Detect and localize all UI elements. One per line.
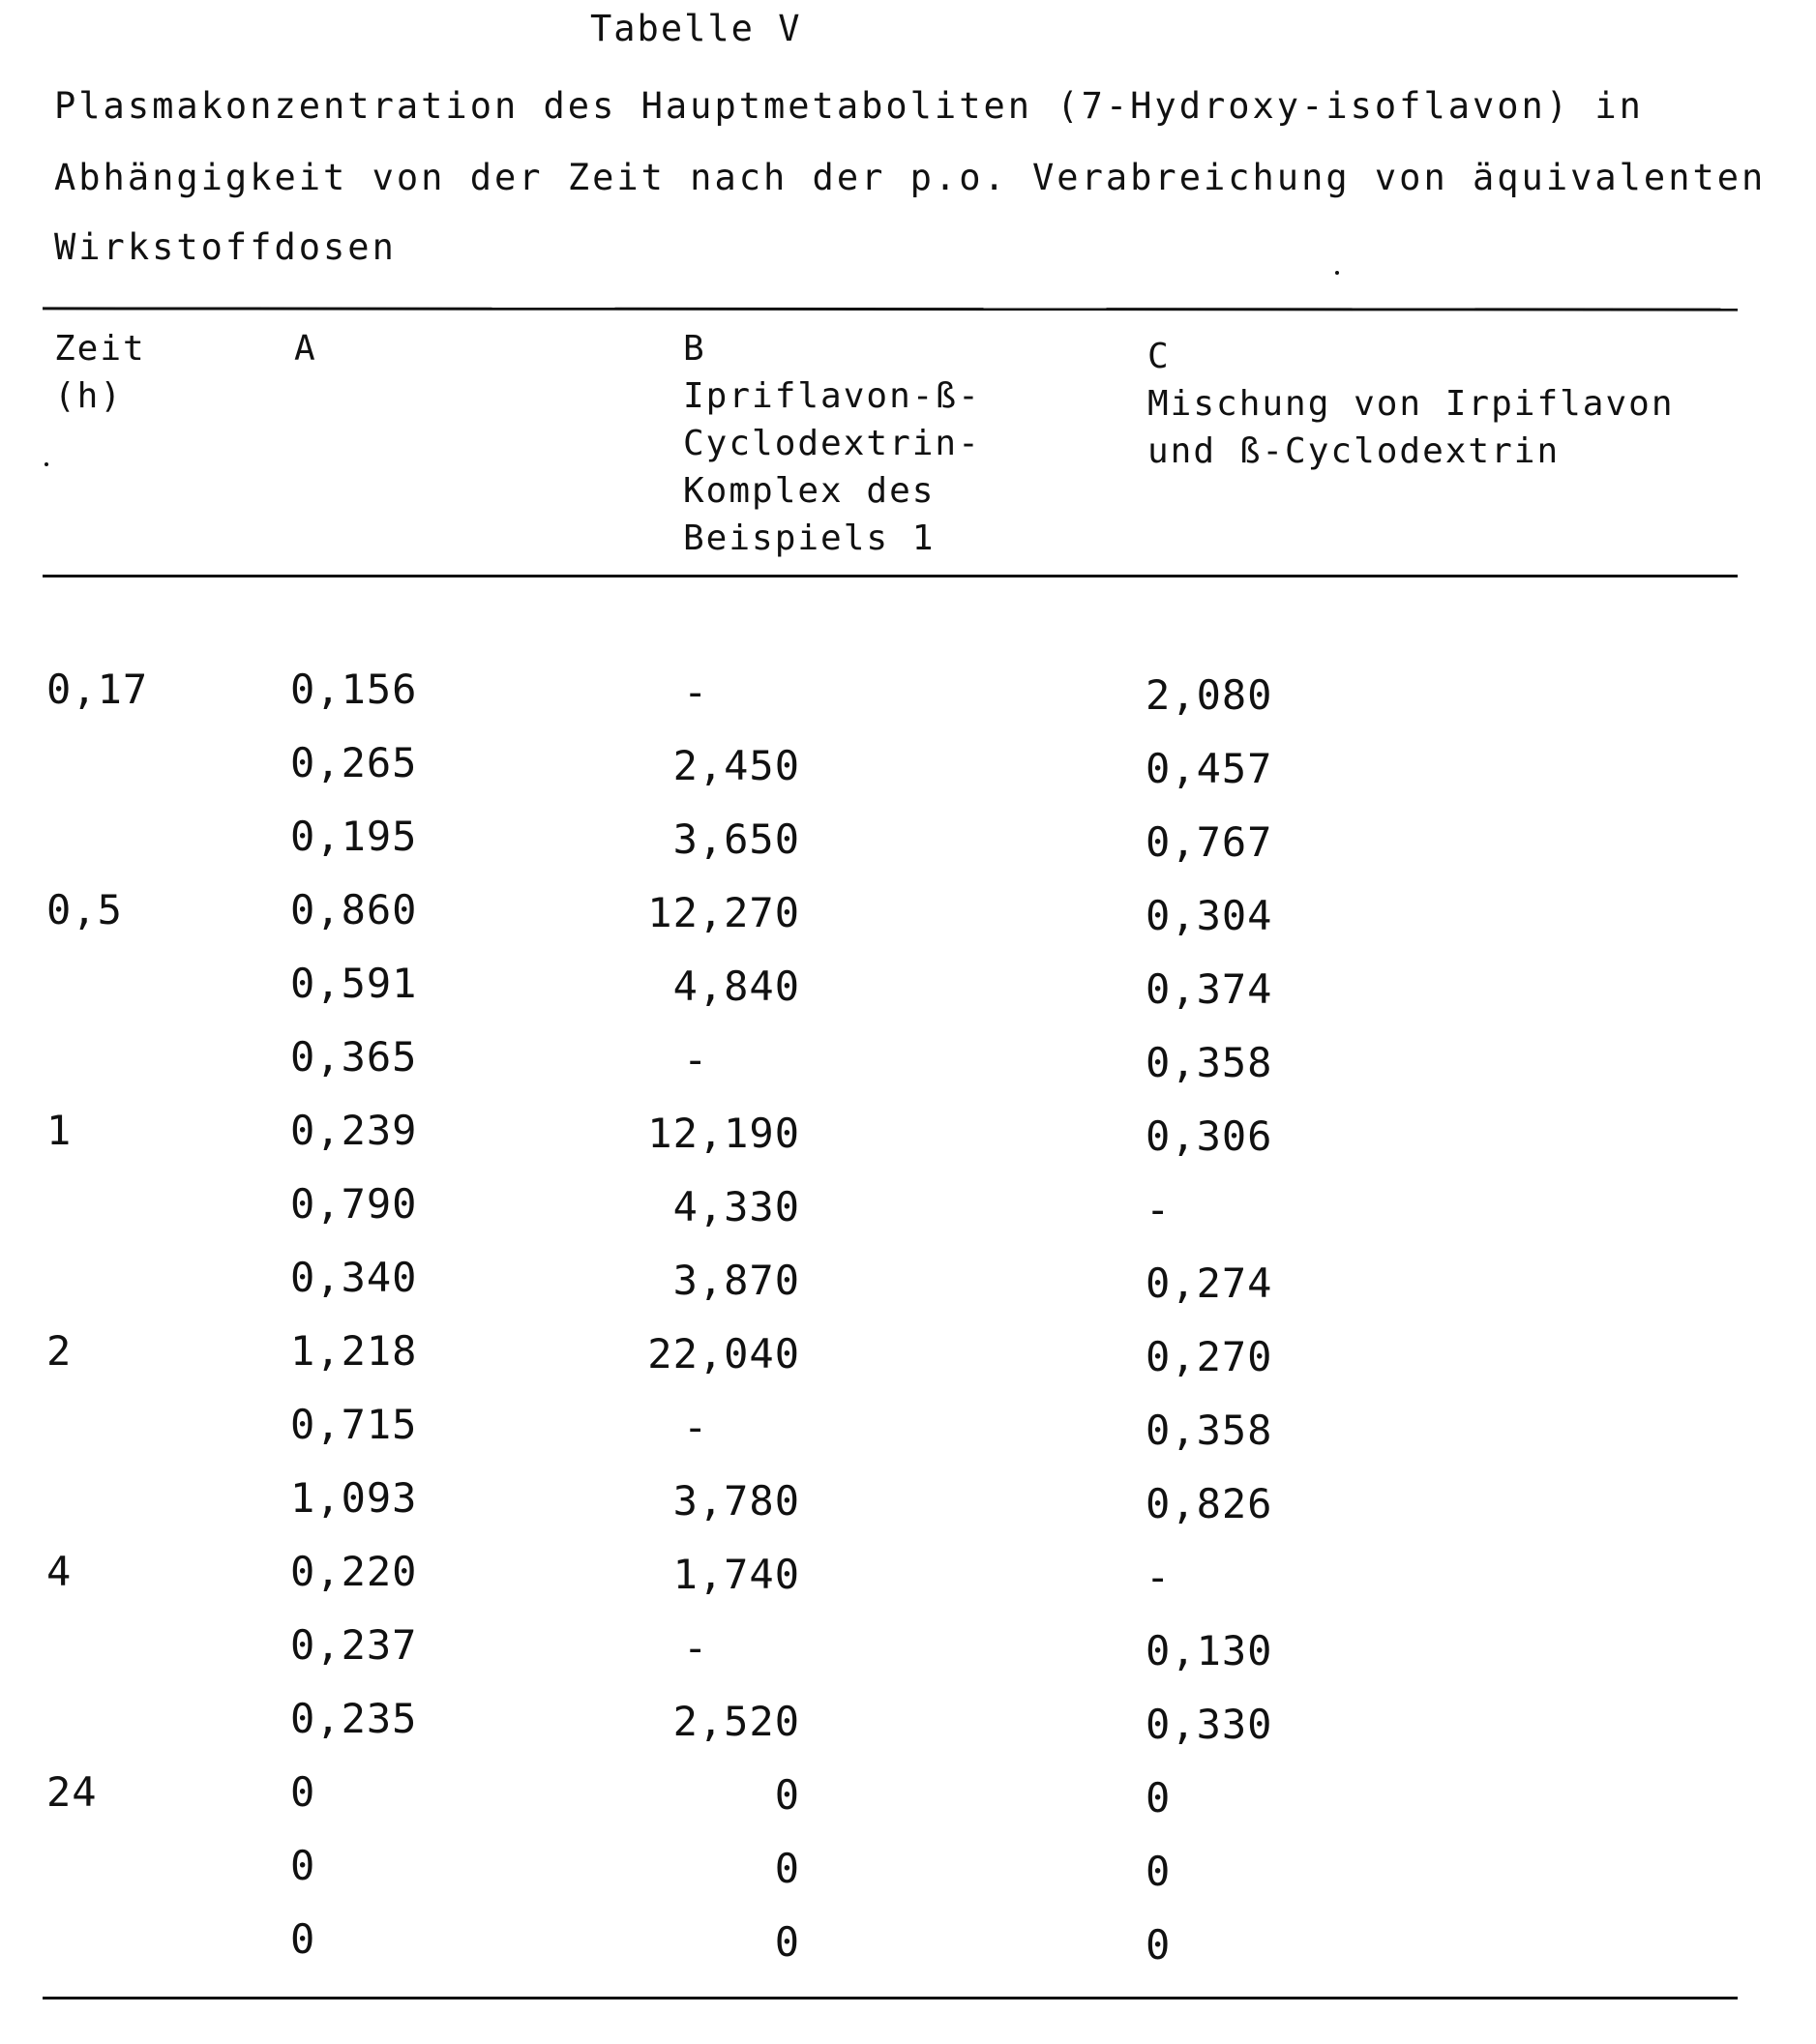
- cell-a: 0,156: [290, 666, 417, 713]
- cell-c: 0: [1146, 1774, 1171, 1822]
- table-title: Tabelle V: [590, 8, 801, 49]
- header-zeit: [54, 325, 146, 420]
- cell-c: 2,080: [1146, 671, 1272, 719]
- cell-a: 0,715: [290, 1401, 417, 1448]
- cell-a: 1,218: [290, 1327, 417, 1375]
- cell-b: -: [683, 1036, 708, 1083]
- cell-c: 0,358: [1146, 1039, 1272, 1086]
- table-bottom-rule: [43, 1997, 1738, 2000]
- header-a-line: A: [294, 325, 317, 372]
- caption-line-1: Plasmakonzentration des Hauptmetaboliten (7-Hydroxy-isoflavon) in: [54, 85, 1644, 127]
- caption-line-3: Wirkstoffdosen: [54, 226, 397, 268]
- header-c-line: und ß-Cyclodextrin: [1147, 428, 1675, 475]
- cell-b: 4,840: [673, 963, 800, 1010]
- cell-b: -: [683, 668, 708, 716]
- header-zeit-line: Zeit: [54, 325, 146, 372]
- cell-b: 2,450: [673, 742, 800, 789]
- cell-a: 0,591: [290, 960, 417, 1007]
- cell-a: 0,235: [290, 1695, 417, 1742]
- cell-a: 0,860: [290, 886, 417, 933]
- cell-zeit: 2: [46, 1327, 72, 1375]
- cell-zeit: 0,5: [46, 886, 123, 933]
- cell-c: 0: [1146, 1921, 1171, 1969]
- header-b-line: Komplex des: [683, 467, 981, 515]
- cell-a: 0: [290, 1768, 315, 1816]
- cell-a: 1,093: [290, 1474, 417, 1522]
- header-c-line: C: [1147, 333, 1675, 380]
- cell-c: 0: [1146, 1848, 1171, 1895]
- table-top-rule: [43, 307, 1738, 311]
- scan-speck: [45, 462, 48, 466]
- cell-b: 12,190: [647, 1110, 800, 1157]
- cell-c: 0,274: [1146, 1259, 1272, 1307]
- cell-c: 0,358: [1146, 1407, 1272, 1454]
- cell-a: 0: [290, 1915, 315, 1963]
- cell-c: 0,270: [1146, 1333, 1272, 1380]
- cell-b: 4,330: [673, 1183, 800, 1230]
- cell-b: 0: [775, 1918, 800, 1966]
- header-b: [683, 325, 981, 562]
- scan-speck: [1335, 271, 1339, 275]
- cell-a: 0,340: [290, 1254, 417, 1301]
- cell-a: 0,237: [290, 1621, 417, 1669]
- cell-a: 0: [290, 1842, 315, 1889]
- cell-zeit: 1: [46, 1107, 72, 1154]
- cell-c: -: [1146, 1186, 1171, 1233]
- header-zeit-line: (h): [54, 372, 146, 420]
- cell-b: 0: [775, 1845, 800, 1892]
- cell-c: 0,374: [1146, 965, 1272, 1013]
- cell-b: 2,520: [673, 1698, 800, 1745]
- header-b-line: B: [683, 325, 981, 372]
- header-a: [294, 325, 317, 372]
- cell-c: 0,130: [1146, 1627, 1272, 1674]
- cell-a: 0,239: [290, 1107, 417, 1154]
- cell-a: 0,195: [290, 813, 417, 860]
- cell-b: 22,040: [647, 1330, 800, 1377]
- cell-c: 0,304: [1146, 892, 1272, 939]
- cell-a: 0,265: [290, 739, 417, 786]
- header-b-line: Beispiels 1: [683, 515, 981, 562]
- caption-line-2: Abhängigkeit von der Zeit nach der p.o. Verabreichung von äquivalenten: [54, 157, 1766, 198]
- cell-b: 12,270: [647, 889, 800, 936]
- cell-zeit: 24: [46, 1768, 98, 1816]
- cell-c: -: [1146, 1554, 1171, 1601]
- cell-a: 0,365: [290, 1033, 417, 1081]
- cell-b: 3,780: [673, 1477, 800, 1525]
- cell-c: 0,826: [1146, 1480, 1272, 1527]
- cell-c: 0,767: [1146, 818, 1272, 866]
- cell-c: 0,330: [1146, 1701, 1272, 1748]
- cell-b: -: [683, 1404, 708, 1451]
- cell-zeit: 0,17: [46, 666, 148, 713]
- header-b-line: Ipriflavon-ß-: [683, 372, 981, 420]
- table-header-rule: [43, 575, 1738, 578]
- cell-b: 0: [775, 1771, 800, 1819]
- header-c: [1147, 333, 1675, 475]
- header-c-line: Mischung von Irpiflavon: [1147, 380, 1675, 428]
- header-b-line: Cyclodextrin-: [683, 420, 981, 467]
- cell-b: -: [683, 1624, 708, 1672]
- cell-c: 0,457: [1146, 745, 1272, 792]
- cell-a: 0,790: [290, 1180, 417, 1228]
- cell-b: 3,650: [673, 815, 800, 863]
- cell-zeit: 4: [46, 1548, 72, 1595]
- cell-c: 0,306: [1146, 1112, 1272, 1160]
- cell-a: 0,220: [290, 1548, 417, 1595]
- cell-b: 1,740: [673, 1551, 800, 1598]
- cell-b: 3,870: [673, 1257, 800, 1304]
